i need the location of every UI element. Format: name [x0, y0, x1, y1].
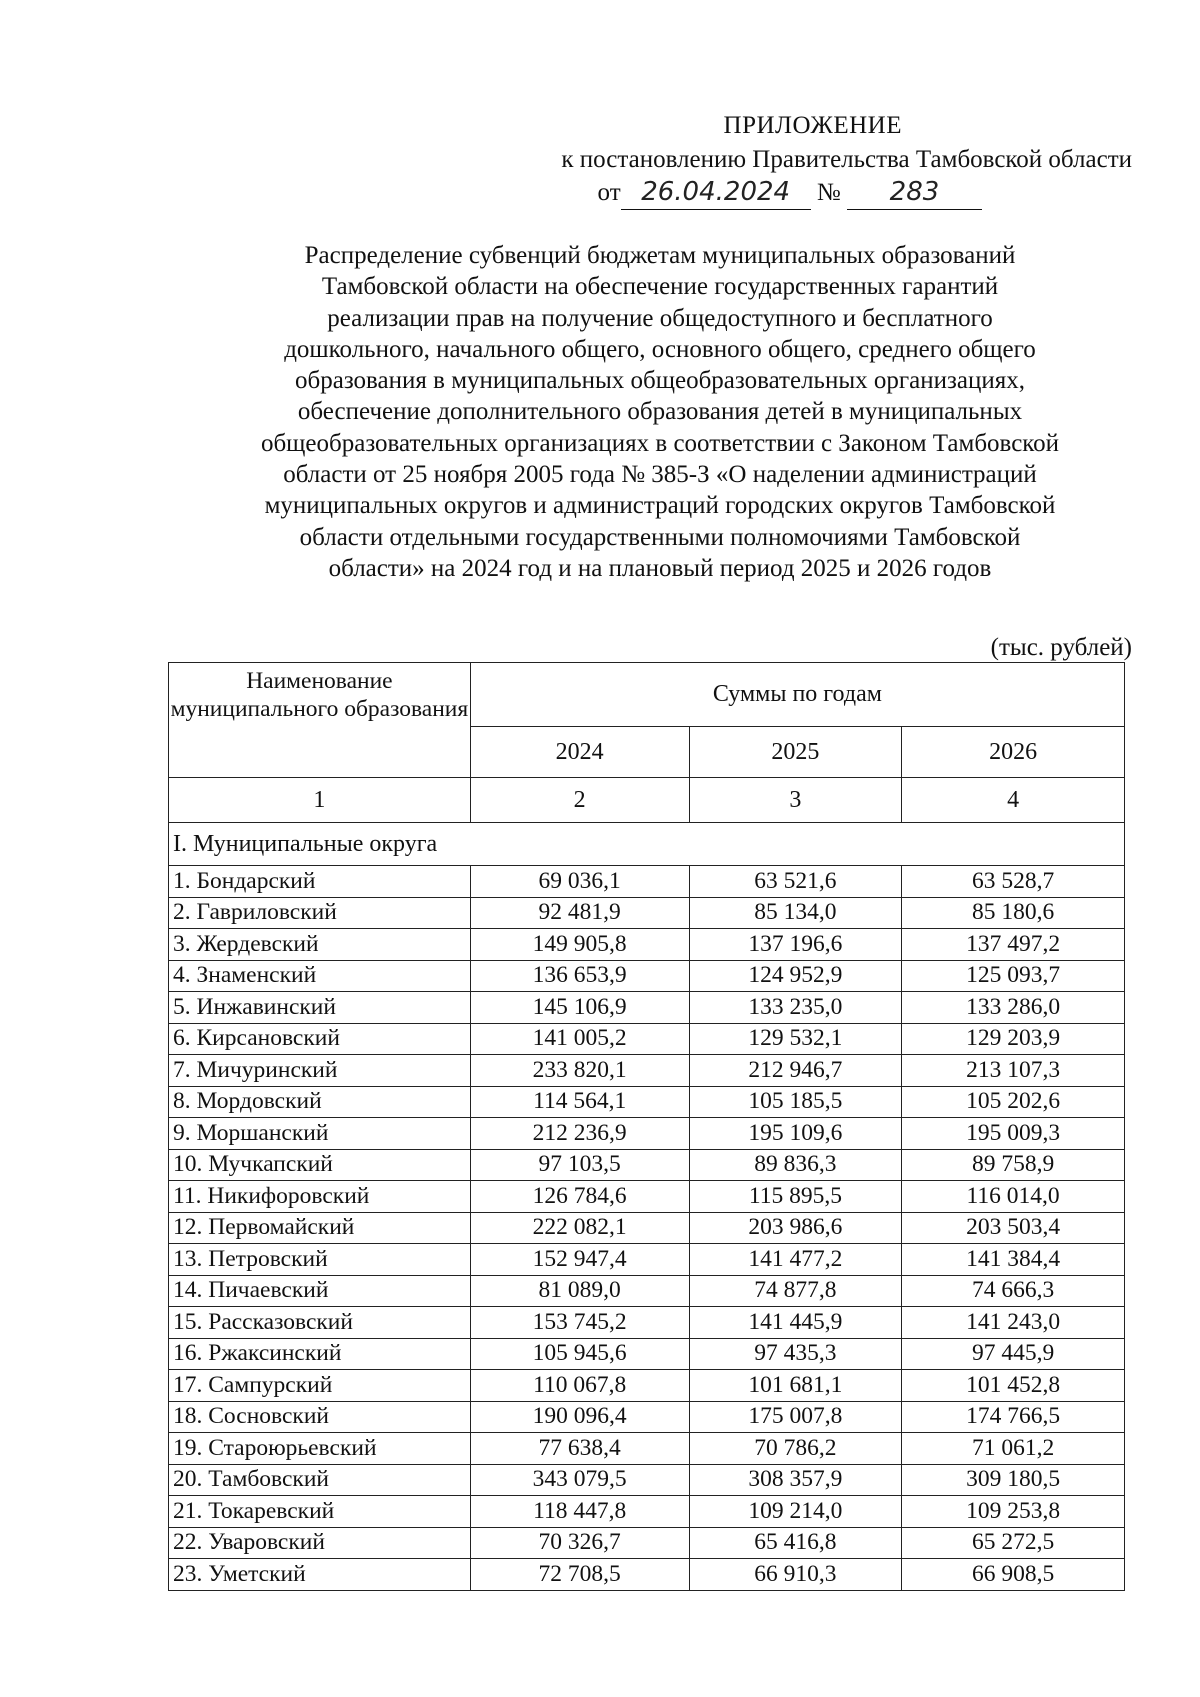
header-year-2026: 2026: [902, 727, 1125, 778]
title-line: области отдельными государственными полномочиями Тамбовской: [299, 523, 1021, 551]
value-2024-cell: 343 079,5: [470, 1464, 689, 1496]
header-year-2025: 2025: [689, 727, 902, 778]
municipality-name-cell: 11. Никифоровский: [169, 1181, 471, 1213]
municipality-name-cell: 19. Староюрьевский: [169, 1433, 471, 1465]
municipality-name-cell: 21. Токаревский: [169, 1496, 471, 1528]
value-2025-cell: 109 214,0: [689, 1496, 902, 1528]
value-2024-cell: 69 036,1: [470, 866, 689, 898]
municipality-name-cell: 6. Кирсановский: [169, 1023, 471, 1055]
table-row: [169, 1559, 1125, 1591]
value-2026-cell: 85 180,6: [902, 897, 1125, 929]
title-line: обеспечение дополнительного образования детей в муниципальных: [297, 398, 1023, 426]
municipality-name-cell: 10. Мучкапский: [169, 1149, 471, 1181]
value-2024-cell: 72 708,5: [470, 1559, 689, 1591]
value-2024-cell: 136 653,9: [470, 960, 689, 992]
table-row: [169, 1023, 1125, 1055]
table-row: [169, 1496, 1125, 1528]
title-line: образования в муниципальных общеобразовательных организациях,: [295, 367, 1025, 395]
handwritten-number: [847, 176, 982, 210]
appendix-title: ПРИЛОЖЕНИЕ: [723, 112, 902, 139]
municipality-name-cell: 18. Сосновский: [169, 1401, 471, 1433]
value-2024-cell: 153 745,2: [470, 1307, 689, 1339]
value-2025-cell: 129 532,1: [689, 1023, 902, 1055]
value-2024-cell: 126 784,6: [470, 1181, 689, 1213]
value-2024-cell: 118 447,8: [470, 1496, 689, 1528]
table-row: [169, 992, 1125, 1024]
table-row: [169, 1464, 1125, 1496]
date-prefix: от: [597, 179, 621, 206]
table-row: [169, 1055, 1125, 1087]
value-2024-cell: 190 096,4: [470, 1401, 689, 1433]
value-2025-cell: 89 836,3: [689, 1149, 902, 1181]
value-2024-cell: 110 067,8: [470, 1370, 689, 1402]
municipality-name-cell: 3. Жердевский: [169, 929, 471, 961]
appendix-date-number-row: [432, 176, 982, 210]
value-2026-cell: 203 503,4: [902, 1212, 1125, 1244]
municipality-name-cell: 16. Ржаксинский: [169, 1338, 471, 1370]
table-row: [169, 1086, 1125, 1118]
value-2024-cell: 145 106,9: [470, 992, 689, 1024]
value-2025-cell: 203 986,6: [689, 1212, 902, 1244]
value-2024-cell: 222 082,1: [470, 1212, 689, 1244]
date-value: 26.04.2024: [641, 177, 791, 207]
section-title: I. Муниципальные округа: [169, 823, 1125, 866]
table-row: [169, 929, 1125, 961]
table-row: [169, 1212, 1125, 1244]
section-row: [169, 823, 1125, 866]
municipality-name-cell: 13. Петровский: [169, 1244, 471, 1276]
table-row: [169, 1181, 1125, 1213]
table-row: [169, 1338, 1125, 1370]
document-title: [170, 240, 1150, 584]
value-2024-cell: 70 326,7: [470, 1527, 689, 1559]
value-2024-cell: 97 103,5: [470, 1149, 689, 1181]
handwritten-date: [621, 176, 811, 210]
title-line: реализации прав на получение общедоступного и бесплатного: [327, 304, 993, 332]
value-2025-cell: 308 357,9: [689, 1464, 902, 1496]
municipality-name-cell: 5. Инжавинский: [169, 992, 471, 1024]
value-2026-cell: 141 243,0: [902, 1307, 1125, 1339]
value-2026-cell: 65 272,5: [902, 1527, 1125, 1559]
value-2026-cell: 97 445,9: [902, 1338, 1125, 1370]
table-row: [169, 1244, 1125, 1276]
title-line: общеобразовательных организациях в соответствии с Законом Тамбовской: [260, 429, 1060, 457]
table-row: [169, 1307, 1125, 1339]
value-2025-cell: 63 521,6: [689, 866, 902, 898]
value-2025-cell: 137 196,6: [689, 929, 902, 961]
value-2026-cell: 63 528,7: [902, 866, 1125, 898]
value-2025-cell: 124 952,9: [689, 960, 902, 992]
value-2026-cell: 129 203,9: [902, 1023, 1125, 1055]
value-2025-cell: 101 681,1: [689, 1370, 902, 1402]
header-sums-by-year: Суммы по годам: [470, 663, 1124, 727]
value-2026-cell: 71 061,2: [902, 1433, 1125, 1465]
municipality-name-cell: 12. Первомайский: [169, 1212, 471, 1244]
table-row: [169, 897, 1125, 929]
value-2025-cell: 175 007,8: [689, 1401, 902, 1433]
value-2025-cell: 105 185,5: [689, 1086, 902, 1118]
number-value: 283: [889, 177, 940, 207]
value-2026-cell: 74 666,3: [902, 1275, 1125, 1307]
subsidy-table: [168, 662, 1125, 1591]
value-2026-cell: 66 908,5: [902, 1559, 1125, 1591]
value-2026-cell: 116 014,0: [902, 1181, 1125, 1213]
value-2025-cell: 115 895,5: [689, 1181, 902, 1213]
value-2026-cell: 89 758,9: [902, 1149, 1125, 1181]
appendix-reference: к постановлению Правительства Тамбовской области: [561, 146, 1132, 173]
value-2024-cell: 233 820,1: [470, 1055, 689, 1087]
value-2025-cell: 85 134,0: [689, 897, 902, 929]
value-2026-cell: 141 384,4: [902, 1244, 1125, 1276]
header-year-2024: 2024: [470, 727, 689, 778]
municipality-name-cell: 1. Бондарский: [169, 866, 471, 898]
table-row: [169, 1370, 1125, 1402]
table-row: [169, 1433, 1125, 1465]
value-2026-cell: 133 286,0: [902, 992, 1125, 1024]
value-2025-cell: 141 445,9: [689, 1307, 902, 1339]
value-2025-cell: 65 416,8: [689, 1527, 902, 1559]
value-2026-cell: 174 766,5: [902, 1401, 1125, 1433]
table-row: [169, 960, 1125, 992]
value-2024-cell: 212 236,9: [470, 1118, 689, 1150]
value-2024-cell: 152 947,4: [470, 1244, 689, 1276]
value-2024-cell: 141 005,2: [470, 1023, 689, 1055]
title-line: области» на 2024 год и на плановый период 2025 и 2026 годов: [328, 554, 992, 582]
value-2026-cell: 137 497,2: [902, 929, 1125, 961]
value-2025-cell: 97 435,3: [689, 1338, 902, 1370]
municipality-name-cell: 17. Сампурский: [169, 1370, 471, 1402]
table-row: [169, 1275, 1125, 1307]
value-2024-cell: 77 638,4: [470, 1433, 689, 1465]
municipality-name-cell: 23. Уметский: [169, 1559, 471, 1591]
value-2026-cell: 101 452,8: [902, 1370, 1125, 1402]
value-2024-cell: 114 564,1: [470, 1086, 689, 1118]
value-2024-cell: 105 945,6: [470, 1338, 689, 1370]
municipality-name-cell: 8. Мордовский: [169, 1086, 471, 1118]
table-row: [169, 866, 1125, 898]
column-number: 3: [689, 778, 902, 823]
title-line: дошкольного, начального общего, основного общего, среднего общего: [284, 335, 1036, 363]
value-2025-cell: 133 235,0: [689, 992, 902, 1024]
value-2026-cell: 213 107,3: [902, 1055, 1125, 1087]
value-2026-cell: 309 180,5: [902, 1464, 1125, 1496]
column-number: 1: [169, 778, 471, 823]
value-2026-cell: 125 093,7: [902, 960, 1125, 992]
value-2025-cell: 195 109,6: [689, 1118, 902, 1150]
units-label: (тыс. рублей): [990, 634, 1132, 661]
value-2026-cell: 105 202,6: [902, 1086, 1125, 1118]
municipality-name-cell: 4. Знаменский: [169, 960, 471, 992]
value-2026-cell: 195 009,3: [902, 1118, 1125, 1150]
table-row: [169, 1527, 1125, 1559]
municipality-name-cell: 14. Пичаевский: [169, 1275, 471, 1307]
value-2026-cell: 109 253,8: [902, 1496, 1125, 1528]
municipality-name-cell: 9. Моршанский: [169, 1118, 471, 1150]
column-number: 2: [470, 778, 689, 823]
municipality-name-cell: 20. Тамбовский: [169, 1464, 471, 1496]
number-prefix: №: [816, 179, 841, 206]
value-2025-cell: 141 477,2: [689, 1244, 902, 1276]
header-municipality-name: Наименование муниципального образования: [169, 663, 471, 778]
value-2025-cell: 74 877,8: [689, 1275, 902, 1307]
column-number: 4: [902, 778, 1125, 823]
value-2025-cell: 70 786,2: [689, 1433, 902, 1465]
municipality-name-cell: 22. Уваровский: [169, 1527, 471, 1559]
value-2024-cell: 149 905,8: [470, 929, 689, 961]
value-2024-cell: 92 481,9: [470, 897, 689, 929]
value-2025-cell: 212 946,7: [689, 1055, 902, 1087]
table-row: [169, 1401, 1125, 1433]
value-2025-cell: 66 910,3: [689, 1559, 902, 1591]
table-row: [169, 1118, 1125, 1150]
municipality-name-cell: 15. Рассказовский: [169, 1307, 471, 1339]
column-number-row: [169, 778, 1125, 823]
municipality-name-cell: 2. Гавриловский: [169, 897, 471, 929]
title-line: Тамбовской области на обеспечение государственных гарантий: [321, 273, 999, 301]
appendix-header: [432, 108, 1132, 210]
municipality-name-cell: 7. Мичуринский: [169, 1055, 471, 1087]
title-line: области от 25 ноября 2005 года № 385-З «О наделении администраций: [283, 461, 1037, 489]
value-2024-cell: 81 089,0: [470, 1275, 689, 1307]
table-row: [169, 1149, 1125, 1181]
title-line: Распределение субвенций бюджетам муниципальных образований: [304, 242, 1016, 269]
title-line: муниципальных округов и администраций городских округов Тамбовской: [264, 492, 1056, 520]
